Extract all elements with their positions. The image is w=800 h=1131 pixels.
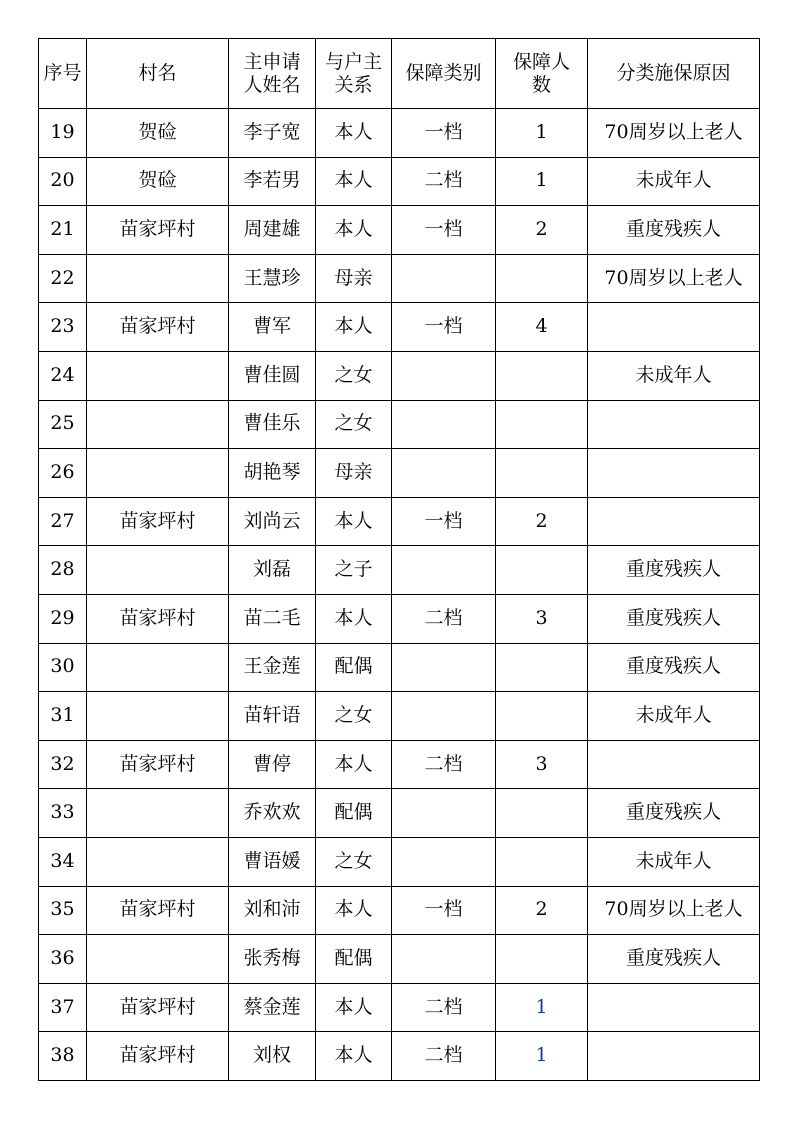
cell-applicant-name: 刘权	[229, 1032, 316, 1081]
table-row	[39, 692, 760, 741]
cell-idx: 20	[39, 157, 87, 206]
table-row	[39, 789, 760, 838]
table-row	[39, 254, 760, 303]
cell-reason: 未成年人	[588, 837, 760, 886]
cell-applicant-name: 周建雄	[229, 206, 316, 255]
cell-count	[496, 546, 588, 595]
cell-relation: 本人	[316, 109, 392, 158]
cell-category: 二档	[392, 740, 496, 789]
cell-applicant-name: 曹佳圆	[229, 351, 316, 400]
cell-count: 2	[496, 206, 588, 255]
cell-relation: 本人	[316, 983, 392, 1032]
header-count: 保障人数	[496, 39, 588, 109]
cell-relation: 母亲	[316, 254, 392, 303]
header-village: 村名	[87, 39, 229, 109]
cell-count: 1	[496, 983, 588, 1032]
cell-applicant-name: 乔欢欢	[229, 789, 316, 838]
cell-village: 苗家坪村	[87, 497, 229, 546]
cell-category: 一档	[392, 109, 496, 158]
cell-relation: 之女	[316, 351, 392, 400]
cell-village	[87, 692, 229, 741]
cell-idx: 27	[39, 497, 87, 546]
cell-idx: 22	[39, 254, 87, 303]
cell-relation: 之女	[316, 692, 392, 741]
cell-relation: 本人	[316, 206, 392, 255]
cell-reason: 重度残疾人	[588, 643, 760, 692]
table-row	[39, 400, 760, 449]
table-row	[39, 935, 760, 984]
cell-relation: 之子	[316, 546, 392, 595]
cell-count: 4	[496, 303, 588, 352]
cell-applicant-name: 曹停	[229, 740, 316, 789]
header-category: 保障类别	[392, 39, 496, 109]
cell-count	[496, 935, 588, 984]
cell-idx: 23	[39, 303, 87, 352]
cell-idx: 32	[39, 740, 87, 789]
cell-reason: 70周岁以上老人	[588, 109, 760, 158]
cell-village	[87, 643, 229, 692]
header-relation: 与户主关系	[316, 39, 392, 109]
header-applicant: 主申请人姓名	[229, 39, 316, 109]
table-row	[39, 546, 760, 595]
cell-idx: 37	[39, 983, 87, 1032]
cell-idx: 34	[39, 837, 87, 886]
cell-village: 苗家坪村	[87, 886, 229, 935]
cell-relation: 之女	[316, 837, 392, 886]
table-row	[39, 303, 760, 352]
cell-idx: 21	[39, 206, 87, 255]
cell-relation: 本人	[316, 157, 392, 206]
cell-idx: 25	[39, 400, 87, 449]
cell-relation: 本人	[316, 303, 392, 352]
cell-village: 苗家坪村	[87, 594, 229, 643]
cell-applicant-name: 曹军	[229, 303, 316, 352]
cell-category	[392, 351, 496, 400]
cell-idx: 26	[39, 449, 87, 498]
cell-category	[392, 546, 496, 595]
cell-idx: 38	[39, 1032, 87, 1081]
table-row	[39, 497, 760, 546]
cell-relation: 母亲	[316, 449, 392, 498]
cell-applicant-name: 苗轩语	[229, 692, 316, 741]
cell-applicant-name: 王金莲	[229, 643, 316, 692]
table-row	[39, 206, 760, 255]
cell-category: 一档	[392, 497, 496, 546]
cell-relation: 配偶	[316, 789, 392, 838]
cell-relation: 配偶	[316, 643, 392, 692]
cell-category	[392, 935, 496, 984]
cell-reason: 未成年人	[588, 351, 760, 400]
cell-count: 2	[496, 497, 588, 546]
cell-category	[392, 449, 496, 498]
cell-count: 1	[496, 157, 588, 206]
table-row	[39, 837, 760, 886]
cell-applicant-name: 李子宽	[229, 109, 316, 158]
cell-relation: 本人	[316, 497, 392, 546]
cell-village: 苗家坪村	[87, 983, 229, 1032]
cell-village	[87, 837, 229, 886]
cell-village: 苗家坪村	[87, 740, 229, 789]
cell-idx: 35	[39, 886, 87, 935]
cell-applicant-name: 曹佳乐	[229, 400, 316, 449]
cell-category	[392, 789, 496, 838]
cell-reason: 未成年人	[588, 157, 760, 206]
cell-applicant-name: 蔡金莲	[229, 983, 316, 1032]
cell-village: 贺硷	[87, 157, 229, 206]
cell-relation: 之女	[316, 400, 392, 449]
cell-count	[496, 400, 588, 449]
cell-idx: 29	[39, 594, 87, 643]
cell-village	[87, 400, 229, 449]
cell-reason	[588, 1032, 760, 1081]
cell-idx: 31	[39, 692, 87, 741]
cell-relation: 本人	[316, 594, 392, 643]
table-row	[39, 351, 760, 400]
cell-count	[496, 449, 588, 498]
cell-reason	[588, 303, 760, 352]
cell-idx: 24	[39, 351, 87, 400]
cell-village: 贺硷	[87, 109, 229, 158]
table-row	[39, 740, 760, 789]
cell-village	[87, 254, 229, 303]
cell-category: 一档	[392, 303, 496, 352]
cell-reason: 70周岁以上老人	[588, 886, 760, 935]
cell-reason: 重度残疾人	[588, 546, 760, 595]
cell-applicant-name: 胡艳琴	[229, 449, 316, 498]
cell-count: 3	[496, 740, 588, 789]
cell-applicant-name: 曹语媛	[229, 837, 316, 886]
table-row	[39, 449, 760, 498]
cell-idx: 19	[39, 109, 87, 158]
cell-reason: 未成年人	[588, 692, 760, 741]
cell-relation: 本人	[316, 1032, 392, 1081]
table-row	[39, 1032, 760, 1081]
cell-applicant-name: 李若男	[229, 157, 316, 206]
cell-idx: 30	[39, 643, 87, 692]
cell-reason	[588, 983, 760, 1032]
cell-idx: 36	[39, 935, 87, 984]
cell-reason: 重度残疾人	[588, 594, 760, 643]
cell-applicant-name: 张秀梅	[229, 935, 316, 984]
cell-idx: 28	[39, 546, 87, 595]
cell-count	[496, 789, 588, 838]
cell-reason: 重度残疾人	[588, 935, 760, 984]
cell-category	[392, 254, 496, 303]
table-row	[39, 983, 760, 1032]
cell-village: 苗家坪村	[87, 206, 229, 255]
cell-reason: 70周岁以上老人	[588, 254, 760, 303]
table-row	[39, 643, 760, 692]
cell-category: 一档	[392, 206, 496, 255]
cell-reason	[588, 497, 760, 546]
cell-count: 2	[496, 886, 588, 935]
cell-category: 二档	[392, 594, 496, 643]
cell-count	[496, 643, 588, 692]
cell-category	[392, 692, 496, 741]
cell-count	[496, 351, 588, 400]
header-reason: 分类施保原因	[588, 39, 760, 109]
cell-category	[392, 400, 496, 449]
cell-relation: 配偶	[316, 935, 392, 984]
cell-village: 苗家坪村	[87, 303, 229, 352]
cell-applicant-name: 王慧珍	[229, 254, 316, 303]
cell-reason	[588, 740, 760, 789]
cell-count: 3	[496, 594, 588, 643]
cell-idx: 33	[39, 789, 87, 838]
header-idx: 序号	[39, 39, 87, 109]
cell-applicant-name: 苗二毛	[229, 594, 316, 643]
cell-category: 二档	[392, 157, 496, 206]
cell-reason	[588, 449, 760, 498]
cell-category: 二档	[392, 1032, 496, 1081]
cell-reason	[588, 400, 760, 449]
cell-applicant-name: 刘磊	[229, 546, 316, 595]
table-row	[39, 157, 760, 206]
cell-village	[87, 546, 229, 595]
header-row	[39, 39, 760, 109]
cell-applicant-name: 刘尚云	[229, 497, 316, 546]
cell-village: 苗家坪村	[87, 1032, 229, 1081]
cell-applicant-name: 刘和沛	[229, 886, 316, 935]
cell-count: 1	[496, 1032, 588, 1081]
cell-village	[87, 935, 229, 984]
cell-count	[496, 254, 588, 303]
cell-reason: 重度残疾人	[588, 206, 760, 255]
cell-count	[496, 837, 588, 886]
assistance-roster-table	[38, 38, 760, 1081]
cell-reason: 重度残疾人	[588, 789, 760, 838]
cell-category: 一档	[392, 886, 496, 935]
cell-category: 二档	[392, 983, 496, 1032]
cell-village	[87, 449, 229, 498]
cell-count	[496, 692, 588, 741]
cell-village	[87, 351, 229, 400]
table-row	[39, 109, 760, 158]
cell-relation: 本人	[316, 886, 392, 935]
cell-relation: 本人	[316, 740, 392, 789]
cell-count: 1	[496, 109, 588, 158]
cell-category	[392, 837, 496, 886]
cell-category	[392, 643, 496, 692]
table-row	[39, 594, 760, 643]
cell-village	[87, 789, 229, 838]
table-row	[39, 886, 760, 935]
